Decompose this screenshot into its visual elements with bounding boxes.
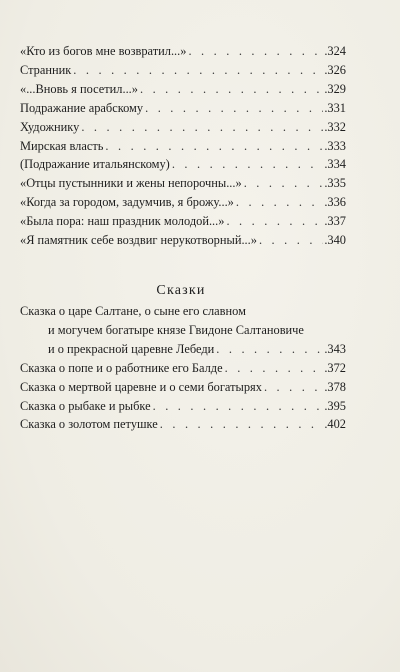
toc-entry [20,61,346,80]
toc-entry-title: (Подражание итальянскому) [20,157,170,172]
dot-leader [188,42,323,61]
toc-entry-title: Художнику [20,119,80,134]
toc-entry-page: .324 [324,44,346,58]
toc-entry-title: Странник [20,62,72,77]
toc-entry-title-line: и о прекрасной царевне Лебеди [48,341,215,356]
toc-entry-page: .378 [324,379,346,394]
toc-entry [20,415,346,434]
toc-entry-title: «Я памятник себе воздвиг нерукотворный...» [20,233,257,248]
toc-entry-title-line: Сказка о царе Салтане, о сыне его славном [20,303,246,318]
toc-entry [20,42,346,61]
toc-entry-page: .340 [324,233,346,248]
toc-entry-page: .337 [324,214,346,229]
toc-entry [20,359,346,378]
dot-leader [145,99,323,118]
toc-entry [20,378,346,397]
toc-entry [20,397,346,416]
toc-entry-title: Сказка о мертвой царевне и о семи богатырях [20,379,262,394]
toc-entry-page: .326 [324,62,346,77]
toc-entry-page: .372 [324,360,346,375]
toc-entry-title: Подражание арабскому [20,100,144,115]
toc-entry-page: .343 [324,341,346,356]
toc-entry-title: Сказка о попе и о работнике его Балде [20,360,223,375]
dot-leader [236,193,323,212]
toc-entry-page: .334 [324,157,346,172]
toc-entry [20,174,346,193]
toc-entry [20,118,346,137]
dot-leader [259,231,323,250]
dot-leader [264,378,323,397]
table-of-contents [20,42,346,434]
section-heading: Сказки [156,282,206,298]
dot-leader [105,137,323,156]
toc-entry-page: .331 [324,100,346,115]
toc-entry-title: «...Вновь я посетил...» [20,81,138,96]
dot-leader [225,359,324,378]
toc-entry-title: Сказка о золотом петушке [20,417,158,432]
dot-leader [226,212,323,231]
dot-leader [153,397,324,416]
dot-leader [160,415,324,434]
dot-leader [73,61,323,80]
toc-entry-title: «Кто из богов мне возвратил...» [20,44,187,58]
toc-entry [20,99,346,118]
dot-leader [216,340,323,359]
dot-leader [172,155,324,174]
toc-entry-title: Сказка о рыбаке и рыбке [20,398,151,413]
toc-entry-page: .402 [324,417,346,432]
toc-entry-last-line [20,340,346,359]
toc-entry-title: «Отцы пустынники и жены непорочны...» [20,176,242,191]
dot-leader [81,118,323,137]
toc-entry-page: .329 [324,81,346,96]
toc-entry [20,137,346,156]
toc-entry [20,212,346,231]
toc-entry [20,80,346,99]
dot-leader [140,80,323,99]
toc-entry [20,193,346,212]
toc-entry-page: .336 [324,195,346,210]
toc-entry-multiline [20,302,346,359]
toc-entry-page: .335 [324,176,346,191]
toc-entry-page: .332 [324,119,346,134]
toc-entry [20,231,346,250]
toc-entry [20,155,346,174]
toc-entry-title: «Была пора: наш праздник молодой...» [20,214,225,229]
dot-leader [244,174,324,193]
toc-entry-page: .395 [324,398,346,413]
toc-entry-page: .333 [324,138,346,153]
toc-entry-title: Мирская власть [20,138,104,153]
toc-entry-title: «Когда за городом, задумчив, я брожу...» [20,195,234,210]
toc-entry-title-line: и могучем богатыре князе Гвидоне Салтановиче [48,322,304,337]
